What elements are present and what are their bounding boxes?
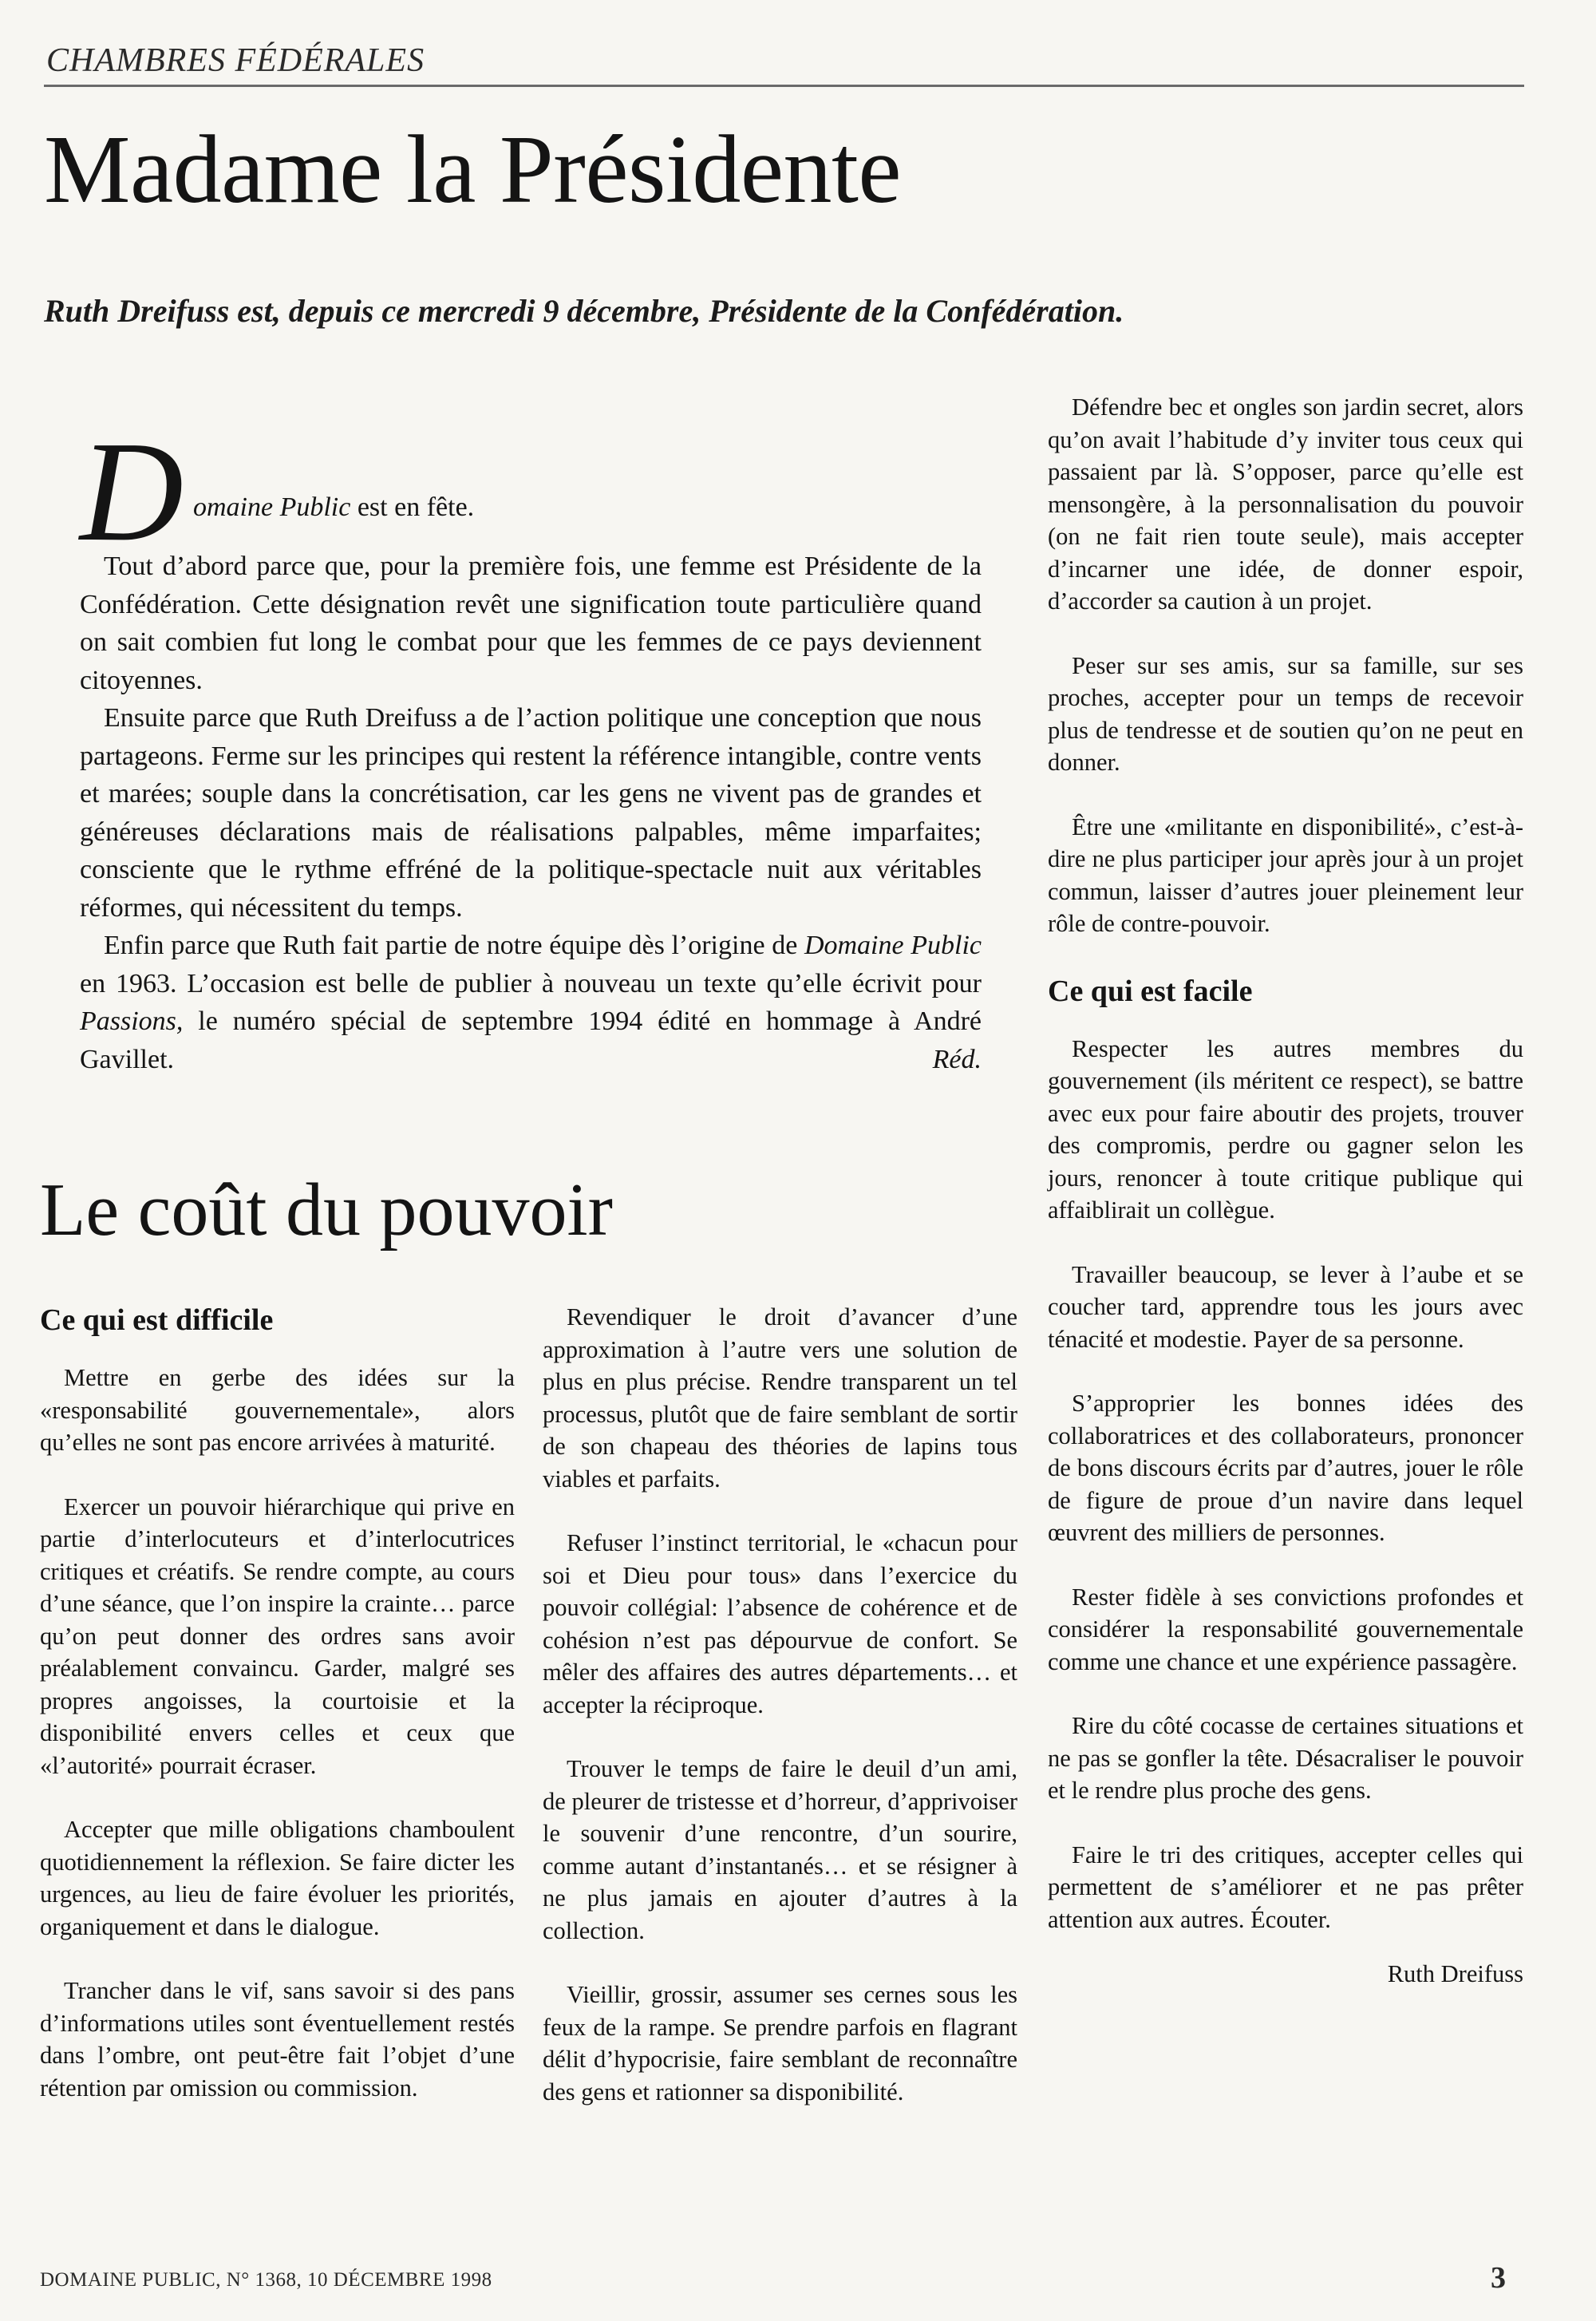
intro-p4-italic-2: Passions, <box>80 1006 184 1036</box>
paragraph: Défendre bec et ongles son jardin secret, alors qu’on avait l’habitude d’y inviter tous ceux qui passaient par là. S’opposer, parce qu’elle est mensongère, à la personnalisation du pouvoir (on ne fait rien toute seule), mais accepter d’incarner une idée, de donner espoir, d’accorder sa caution à un projet. <box>1048 393 1523 615</box>
intro-p4-a: Enfin parce que Ruth fait partie de notre équipe dès l’origine de <box>104 931 804 960</box>
section-label: CHAMBRES FÉDÉRALES <box>46 42 425 79</box>
drop-cap: D <box>80 412 184 571</box>
paragraph: Vieillir, grossir, assumer ses cernes sous les feux de la rampe. Se prendre parfois en flagrant délit d’hypocrisie, faire semblant de reconnaître des gens et rationner sa disponibilité. <box>543 1981 1017 2106</box>
page-number: 3 <box>1491 2261 1506 2295</box>
intro-p4-b: en 1963. L’occasion est belle de publier à nouveau un texte qu’elle écrivit pour <box>80 968 982 998</box>
paragraph: S’approprier les bonnes idées des collaboratrices et des collaborateurs, prononcer de bons discours écrits par d’autres, jouer le rôle de figure de proue d’un navire dans lequel œuvrent des milliers de personnes. <box>1048 1390 1523 1546</box>
paragraph: Revendiquer le droit d’avancer d’une approximation à l’autre vers une solution de plus en plus précise. Rendre transparent un tel processus, plutôt que de faire semblant de sortir de son chapeau des théories de lapins tous viables et parfaits. <box>543 1303 1017 1493</box>
page-title: Madame la Présidente <box>44 116 902 223</box>
paragraph: Exercer un pouvoir hiérarchique qui prive en partie d’interlocuteurs et d’interlocutrices critiques et créatifs. Se rendre compte, au cours d’une séance, que l’on inspire la crainte… parce qu’on peut donner des ordres sans avoir préalablement convaincu. Garder, malgré ses propres angoisses, la courtoisie et la disponibilité envers celles et ceux que «l’autorité» pourrait écraser. <box>40 1493 515 1779</box>
paragraph: Rire du côté cocasse de certaines situations et ne pas se gonfler la tête. Désacraliser le pouvoir et le rendre plus proche des gens. <box>1048 1712 1523 1804</box>
paragraph: Rester fidèle à ses convictions profondes et considérer la responsabilité gouvernementale comme une chance et une expérience passagère. <box>1048 1583 1523 1675</box>
paragraph: Trancher dans le vif, sans savoir si des pans d’informations utiles sont éventuellement restés dans l’ombre, ont peut-être fait l’objet d’une rétention par omission ou commission. <box>40 1977 515 2102</box>
intro-lead-italic: omaine Public <box>193 492 351 522</box>
intro-paragraph-1 <box>80 412 982 571</box>
article-title: Le coût du pouvoir <box>40 1168 613 1251</box>
paragraph: Mettre en gerbe des idées sur la «responsabilité gouvernementale», alors qu’elles ne sont pas encore arrivées à maturité. <box>40 1364 515 1456</box>
heading-facile: Ce qui est facile <box>1048 974 1253 1008</box>
intro-paragraph-2: Tout d’abord parce que, pour la première fois, une femme est Présidente de la Confédération. Cette désignation revêt une signification toute particulière quand on sait combien fut long le combat pour que les femmes de ce pays deviennent citoyennes. <box>80 552 982 695</box>
intro-text <box>80 412 982 1078</box>
paragraph: Respecter les autres membres du gouvernement (ils méritent ce respect), se battre avec eux pour faire aboutir des projets, trouver des compromis, perdre ou gagner selon les jours, renoncer à toute critique publique qui affaiblirait un collègue. <box>1048 1034 1523 1224</box>
paragraph: Peser sur ses amis, sur sa famille, sur ses proches, accepter pour un temps de recevoir plus de tendresse et de soutien qu’on ne peut en donner. <box>1048 651 1523 776</box>
paragraph: Refuser l’instinct territorial, le «chacun pour soi et Dieu pour tous» dans l’exercice du pouvoir collégial: l’absence de cohérence et de cohésion n’est pas dépourvue de confort. Se mêler des affaires des autres départements… et accepter la réciproque. <box>543 1529 1017 1718</box>
footer-publication: DOMAINE PUBLIC, N° 1368, 10 DÉCEMBRE 1998 <box>40 2269 492 2291</box>
intro-p4-c: le numéro spécial de septembre 1994 édité en hommage à André Gavillet. <box>80 1006 982 1074</box>
paragraph: Trouver le temps de faire le deuil d’un ami, de pleurer de tristesse et d’horreur, d’apprivoiser le souvenir d’une rencontre, d’un sourire, comme autant d’instantanés… et se résigner à ne plus jamais en ajouter d’autres à la collection. <box>543 1755 1017 1944</box>
author-signature: Ruth Dreifuss <box>1387 1960 1523 1987</box>
intro-p4-italic-1: Domaine Public <box>804 931 982 960</box>
paragraph: Travailler beaucoup, se lever à l’aube et se coucher tard, apprendre tous les jours avec ténacité et modestie. Payer de sa personne. <box>1048 1260 1523 1353</box>
paragraph: Être une «militante en disponibilité», c’est-à-dire ne plus participer jour après jour à un projet commun, laisser d’autres jouer pleinement leur rôle de contre-pouvoir. <box>1048 813 1523 937</box>
intro-paragraph-3: Ensuite parce que Ruth Dreifuss a de l’action politique une conception que nous partageons. Ferme sur les principes qui restent la référence intangible, contre vents et marées; souple dans la concrétisation, car les gens ne vivent pas de grandes et généreuses déclarations mais de réalisations palpables, même imparfaites; consciente que le rythme effréné de la politique-spectacle nuit aux véritables réformes, qui nécessitent du temps. <box>80 703 982 923</box>
column-middle <box>543 1301 1017 2140</box>
intro-lead-rest: est en fête. <box>350 492 475 522</box>
heading-difficile: Ce qui est difficile <box>40 1303 274 1337</box>
paragraph: Accepter que mille obligations chamboulent quotidiennement la réflexion. Se faire dicter les urgences, au lieu de faire évoluer les priorités, organiquement et dans le dialogue. <box>40 1816 515 1940</box>
column-left <box>40 1301 515 2136</box>
column-right <box>1048 391 1523 2022</box>
deck: Ruth Dreifuss est, depuis ce mercredi 9 décembre, Présidente de la Confédération. <box>44 293 1124 329</box>
paragraph: Faire le tri des critiques, accepter celles qui permettent de s’améliorer et ne pas prêter attention aux autres. Écouter. <box>1048 1841 1523 1933</box>
header-rule <box>44 85 1524 87</box>
intro-paragraph-4 <box>80 927 982 1078</box>
editor-signature: Réd. <box>932 1044 982 1074</box>
